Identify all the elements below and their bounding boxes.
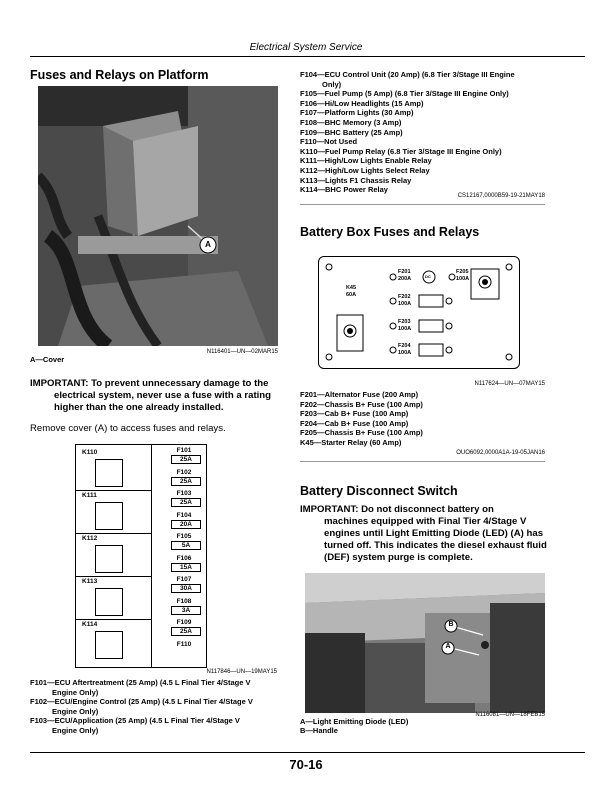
- relay-divider: [76, 619, 151, 620]
- fuse-rating: 25A: [171, 627, 201, 636]
- disconnect-photo-ref: N116081—UN—18FEB15: [475, 712, 545, 718]
- list-item: K111—High/Low Lights Enable Relay: [300, 156, 432, 166]
- fuse-name: F109: [176, 619, 192, 626]
- battery-box-art: [319, 257, 519, 368]
- f202-label: F202 100A: [398, 294, 412, 307]
- photo-callout-a: A: [205, 240, 211, 249]
- section-divider: [300, 204, 545, 205]
- fuse-name: F110: [176, 640, 192, 648]
- dc-label: DC: [425, 274, 431, 279]
- list-item: K110—Fuel Pump Relay (6.8 Tier 3/Stage III Engine Only): [300, 146, 502, 156]
- relay-label: K114: [82, 621, 98, 628]
- relay-divider: [76, 576, 151, 577]
- fuse-rating: 25A: [171, 477, 201, 486]
- disconnect-legend: [300, 717, 408, 735]
- left-fuse-list: [30, 678, 280, 736]
- list-item: F102—ECU/Engine Control (25 Amp) (4.5 L Final Tier 4/Stage V Engine Only): [30, 697, 253, 716]
- platform-photo: [38, 86, 278, 346]
- fuse-name: F108: [176, 597, 192, 605]
- ref-code-1: CS12167,0000B59-19-21MAY18: [457, 193, 545, 199]
- disconnect-photo: [305, 573, 545, 713]
- fuse-name: F106: [176, 554, 192, 562]
- list-item: F101—ECU Aftertreatment (25 Amp) (4.5 L Final Tier 4/Stage V Engine Only): [30, 678, 251, 697]
- legend-item: B—Handle: [300, 726, 338, 735]
- battery-box-diagram: [318, 256, 520, 369]
- fuse-name: F105: [176, 533, 192, 540]
- platform-fuse-diagram: [75, 444, 207, 668]
- list-item: F201—Alternator Fuse (200 Amp): [300, 390, 419, 399]
- list-item: F108—BHC Memory (3 Amp): [300, 117, 402, 127]
- relay-label: K112: [82, 535, 98, 542]
- list-item: K112—High/Low Lights Select Relay: [300, 165, 430, 175]
- relay-label: K113: [82, 578, 98, 585]
- fuse-rating: 30A: [171, 584, 201, 593]
- fuse-name: F104: [176, 511, 192, 519]
- list-item: F103—ECU/Application (25 Amp) (4.5 L Final Tier 4/Stage V Engine Only): [30, 716, 240, 735]
- section-title-disconnect: Battery Disconnect Switch: [300, 484, 458, 498]
- fuse-rating: 3A: [171, 606, 201, 615]
- list-item: F104—ECU Control Unit (20 Amp) (6.8 Tier 3/Stage III Engine Only): [300, 70, 515, 89]
- switch-important-notice: [300, 504, 550, 564]
- photo-callout-a: A: [445, 643, 451, 650]
- list-item: F105—Fuel Pump (5 Amp) (6.8 Tier 3/Stage III Engine Only): [300, 89, 509, 99]
- relay-divider: [76, 533, 151, 534]
- fuse-name: F101: [176, 447, 192, 454]
- list-item: K113—Lights F1 Chassis Relay: [300, 175, 412, 185]
- relay-slot: [95, 545, 123, 573]
- diagram-ref: N117846—UN—19MAY15: [206, 669, 277, 675]
- list-item: F110—Not Used: [300, 137, 358, 147]
- f205-label: F205 100A: [456, 269, 470, 282]
- important-lead: IMPORTANT: To prevent unnecessary damage to the: [30, 378, 269, 389]
- list-item: F109—BHC Battery (25 Amp): [300, 127, 403, 137]
- list-item: K45—Starter Relay (60 Amp): [300, 437, 402, 447]
- list-item: K114—BHC Power Relay: [300, 185, 388, 195]
- fuse-name: F102: [176, 468, 192, 476]
- important-rest: machines equipped with Final Tier 4/Stage V engines until Light Emitting Diode (LED) (A) has turned off. This indicates the diesel exhaust fluid (DEF) system purge is complete.: [324, 516, 547, 563]
- fuse-name: F107: [176, 576, 192, 583]
- fuse-rating: 20A: [171, 520, 201, 529]
- important-notice: [30, 378, 280, 414]
- relay-slot: [95, 502, 123, 530]
- relay-divider: [76, 490, 151, 491]
- list-item: F205—Chassis B+ Fuse (100 Amp): [300, 428, 423, 438]
- important-lead: IMPORTANT: Do not disconnect battery on: [300, 504, 494, 515]
- fuse-name: F103: [176, 490, 192, 497]
- disconnect-photo-illustration: [305, 573, 545, 713]
- photo-callout-b: B: [448, 621, 454, 628]
- footer-rule: [30, 752, 585, 753]
- f201-label: F201 200A: [398, 269, 412, 282]
- important-rest: electrical system, never use a fuse with a rating higher than the one already installed.: [54, 390, 272, 413]
- photo-ref: N116401—UN—02MAR15: [206, 349, 278, 355]
- relay-slot: [95, 459, 123, 487]
- section-title-fuses-relays: Fuses and Relays on Platform: [30, 68, 209, 82]
- fuse-rating: 25A: [171, 455, 201, 464]
- right-fuse-list: [300, 70, 560, 195]
- fuse-rating: 25A: [171, 498, 201, 507]
- legend-item: A—Light Emitting Diode (LED): [300, 717, 409, 726]
- list-item: F106—Hi/Low Headlights (15 Amp): [300, 98, 424, 108]
- photo-legend: A—Cover: [30, 355, 65, 364]
- instruction-text: Remove cover (A) to access fuses and relays.: [30, 423, 226, 434]
- section-divider: [300, 461, 545, 462]
- fuse-rating: 5A: [171, 541, 201, 550]
- k45-label: K45 60A: [345, 285, 357, 298]
- list-item: F204—Cab B+ Fuse (100 Amp): [300, 418, 409, 428]
- page-number: 70-16: [289, 757, 323, 772]
- f203-label: F203 100A: [398, 319, 412, 332]
- relay-label: K110: [82, 449, 98, 456]
- list-item: F202—Chassis B+ Fuse (100 Amp): [300, 399, 423, 409]
- list-item: F107—Platform Lights (30 Amp): [300, 108, 414, 118]
- ref-code-2: OUO6092,0000A1A-19-05JAN16: [456, 450, 545, 456]
- fuse-rating: 15A: [171, 563, 201, 572]
- relay-label: K111: [82, 492, 97, 499]
- section-title-battery-box: Battery Box Fuses and Relays: [300, 225, 480, 239]
- f204-label: F204 100A: [398, 343, 412, 356]
- relay-slot: [95, 588, 123, 616]
- platform-photo-illustration: [38, 86, 278, 346]
- relay-slot: [95, 631, 123, 659]
- list-item: F203—Cab B+ Fuse (100 Amp): [300, 409, 409, 419]
- running-header: Electrical System Service: [249, 42, 363, 53]
- diagram-divider: [151, 445, 152, 667]
- battery-fuse-list: [300, 390, 550, 448]
- battery-diagram-ref: N117624—UN—07MAY15: [474, 381, 545, 387]
- header-rule: [30, 56, 585, 57]
